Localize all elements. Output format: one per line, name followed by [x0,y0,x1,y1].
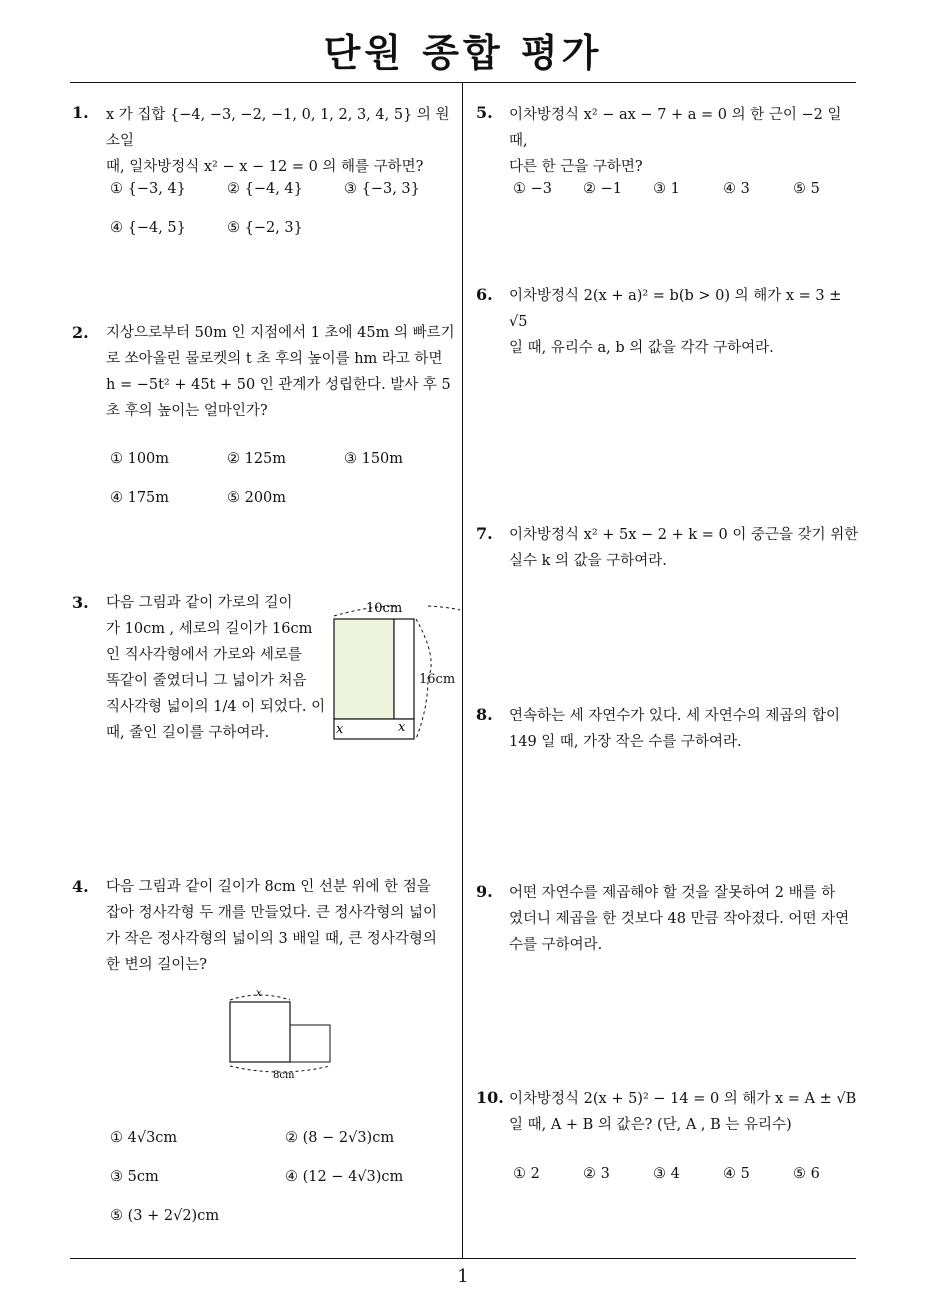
problem-number: 8. [476,705,493,724]
page-number: 1 [457,1266,469,1287]
x-label: x [256,988,262,999]
question-line: x 가 집합 {−4, −3, −2, −1, 0, 1, 2, 3, 4, 5} 의 원소일 [106,107,450,149]
large-square [230,1002,290,1062]
choice-5[interactable]: ⑤ 5 [793,181,820,197]
question-line: 이차방정식 x² + 5x − 2 + k = 0 이 중근을 갖기 위한 [509,527,859,543]
question-line: 직사각형 넓이의 1/4 이 되었다. 이 [106,699,326,715]
question-line: 149 일 때, 가장 작은 수를 구하여라. [509,734,742,750]
shaded-rectangle [334,619,394,719]
problem-number: 4. [72,877,89,896]
top-length-label: 10cm [366,601,403,616]
x-label-left: x [336,722,344,737]
choice-4[interactable]: ④ {−4, 5} [110,220,186,236]
choice-2[interactable]: ② (8 − 2√3)cm [285,1130,395,1146]
question-line: 다음 그림과 같이 길이가 8cm 인 선분 위에 한 점을 [106,879,431,895]
choice-4[interactable]: ④ 5 [723,1166,750,1182]
column-divider [462,83,463,1258]
problem-number: 1. [72,103,89,122]
choice-1[interactable]: ① −3 [513,181,552,197]
choice-1[interactable]: ① 4√3cm [110,1130,178,1146]
question-line: 일 때, 유리수 a, b 의 값을 각각 구하여라. [509,340,774,356]
problem-number: 9. [476,882,493,901]
choice-3[interactable]: ③ {−3, 3} [344,181,420,197]
page-title: 단원 종합 평가 [323,31,603,75]
question-line: 가 작은 정사각형의 넓이의 3 배일 때, 큰 정사각형의 [106,931,437,947]
bottom-rule [70,1258,856,1259]
problem-number: 5. [476,103,493,122]
question-line: 인 직사각형에서 가로와 세로를 [106,647,302,663]
question-line: 수를 구하여라. [509,937,603,953]
question-line: 초 후의 높이는 얼마인가? [106,403,268,419]
question-line: 똑같이 줄였더니 그 넓이가 처음 [106,673,307,689]
small-square [290,1025,330,1062]
question-line: 한 변의 길이는? [106,957,208,973]
choice-5[interactable]: ⑤ 6 [793,1166,820,1182]
question-line: 지상으로부터 50m 인 지점에서 1 초에 45m 의 빠르기 [106,325,455,341]
choice-3[interactable]: ③ 1 [653,181,680,197]
problem-number: 6. [476,285,493,304]
choice-4[interactable]: ④ 175m [110,490,170,506]
choice-5[interactable]: ⑤ {−2, 3} [227,220,303,236]
question-line: 실수 k 의 값을 구하여라. [509,553,667,569]
choice-5[interactable]: ⑤ 200m [227,490,287,506]
top-rule [70,82,856,83]
question-line: 일 때, A + B 의 값은? (단, A , B 는 유리수) [509,1117,792,1133]
problem-number: 10. [476,1088,504,1107]
choice-2[interactable]: ② −1 [583,181,622,197]
choice-4[interactable]: ④ (12 − 4√3)cm [285,1169,404,1185]
x-label-right: x [398,720,406,735]
question-line: 가 10cm , 세로의 길이가 16cm [106,621,313,637]
question-line: 다음 그림과 같이 가로의 길이 [106,595,293,611]
two-squares-figure [222,986,338,1082]
choice-5[interactable]: ⑤ (3 + 2√2)cm [110,1208,220,1224]
question-line: 때, 줄인 길이를 구하여라. [106,725,270,741]
right-length-label: 16cm [419,672,456,687]
length-label: 8cm [273,1070,295,1081]
choice-3[interactable]: ③ 150m [344,451,404,467]
choice-3[interactable]: ③ 4 [653,1166,680,1182]
cut-strip-right [394,619,414,719]
question-line: h = −5t² + 45t + 50 인 관계가 성립한다. 발사 후 5 [106,377,451,393]
question-line: 어떤 자연수를 제곱해야 할 것을 잘못하여 2 배를 하 [509,885,836,901]
problem-number: 2. [72,323,89,342]
question-line: 때, 일차방정식 x² − x − 12 = 0 의 해를 구하면? [106,159,424,175]
rectangle-figure [328,598,460,746]
choice-1[interactable]: ① {−3, 4} [110,181,186,197]
question-line: 잡아 정사각형 두 개를 만들었다. 큰 정사각형의 넓이 [106,905,438,921]
choice-2[interactable]: ② {−4, 4} [227,181,303,197]
question-line: 연속하는 세 자연수가 있다. 세 자연수의 제곱의 합이 [509,708,841,724]
choice-1[interactable]: ① 2 [513,1166,540,1182]
choice-1[interactable]: ① 100m [110,451,170,467]
question-line: 이차방정식 2(x + a)² = b(b > 0) 의 해가 x = 3 ± √5 [509,288,842,330]
question-line: 이차방정식 2(x + 5)² − 14 = 0 의 해가 x = A ± √B [509,1091,857,1107]
question-line: 다른 한 근을 구하면? [509,159,643,175]
choice-2[interactable]: ② 3 [583,1166,610,1182]
problem-number: 3. [72,593,89,612]
problem-number: 7. [476,524,493,543]
choice-4[interactable]: ④ 3 [723,181,750,197]
choice-2[interactable]: ② 125m [227,451,287,467]
question-line: 로 쏘아올린 물로켓의 t 초 후의 높이를 hm 라고 하면 [106,351,443,367]
choice-3[interactable]: ③ 5cm [110,1169,159,1185]
question-line: 이차방정식 x² − ax − 7 + a = 0 의 한 근이 −2 일 때, [509,107,842,149]
question-line: 였더니 제곱을 한 것보다 48 만큼 작아졌다. 어떤 자연 [509,911,850,927]
